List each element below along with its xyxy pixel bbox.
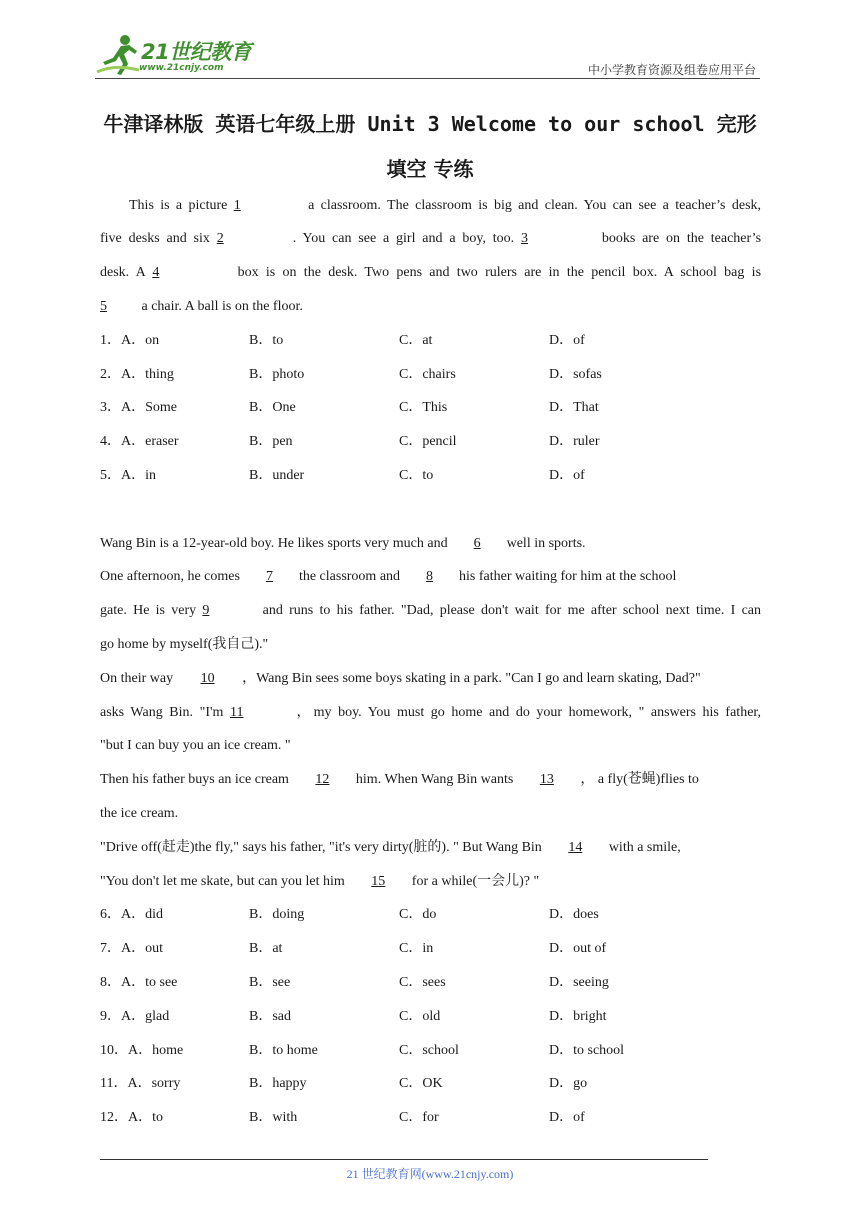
option-c[interactable]: C．This bbox=[399, 400, 448, 415]
text-span: five desks and six bbox=[100, 231, 210, 246]
option-a[interactable]: 4．A．eraser bbox=[100, 434, 179, 449]
passage1-line bbox=[100, 297, 761, 317]
option-d[interactable]: D．ruler bbox=[549, 434, 600, 449]
option-b[interactable]: B．doing bbox=[249, 907, 305, 922]
text-span: and runs to his father. "Dad, please don't wait for me after school next time. I can bbox=[262, 603, 762, 618]
option-d[interactable]: D．sofas bbox=[549, 367, 602, 382]
text-span: desk. A bbox=[100, 265, 146, 280]
text-span: ， a fly(苍蝇)flies to bbox=[580, 772, 699, 787]
text-span: for a while(一会儿)? " bbox=[411, 874, 540, 889]
passage1-line bbox=[100, 263, 761, 283]
option-d[interactable]: D．to school bbox=[549, 1043, 625, 1058]
text-span: "Drive off(赶走)the fly," says his father, "it's very dirty(脏的). " But Wang Bin bbox=[100, 840, 542, 855]
option-a[interactable]: 1．A．on bbox=[100, 333, 160, 348]
question-11-options bbox=[100, 1074, 760, 1094]
option-a[interactable]: 12．A．to bbox=[100, 1110, 163, 1125]
option-d[interactable]: D．out of bbox=[549, 941, 607, 956]
header-divider bbox=[95, 78, 760, 79]
passage2-line bbox=[100, 838, 761, 858]
option-a[interactable]: 11．A．sorry bbox=[100, 1076, 181, 1091]
option-b[interactable]: B．sad bbox=[249, 1009, 291, 1024]
passage2-line: the ice cream. bbox=[100, 806, 179, 821]
blank-3: 3 bbox=[521, 231, 528, 246]
option-d[interactable]: D．does bbox=[549, 907, 599, 922]
logo-url: www.21cnjy.com bbox=[139, 63, 224, 73]
passage2-line bbox=[100, 770, 761, 790]
blank-8: 8 bbox=[426, 569, 434, 584]
option-c[interactable]: C．OK bbox=[399, 1076, 443, 1091]
text-span: This is a picture bbox=[129, 198, 228, 213]
text-span: box is on the desk. Two pens and two rulers are in the pencil box. A school bag is bbox=[237, 265, 762, 280]
runner-icon bbox=[95, 32, 143, 78]
doc-title-line1: 牛津译林版 英语七年级上册 Unit 3 Welcome to our school 完形 bbox=[103, 112, 757, 136]
text-span: One afternoon, he comes bbox=[100, 569, 240, 584]
option-c[interactable]: C．old bbox=[399, 1009, 441, 1024]
option-a[interactable]: 9．A．glad bbox=[100, 1009, 170, 1024]
text-span: books are on the teacher’s bbox=[601, 231, 762, 246]
blank-14: 14 bbox=[568, 840, 583, 855]
blank-7: 7 bbox=[265, 569, 273, 584]
platform-label: 中小学教育资源及组卷应用平台 bbox=[587, 63, 756, 77]
option-d[interactable]: D．of bbox=[549, 468, 585, 483]
doc-title-line2: 填空 专练 bbox=[386, 157, 474, 181]
text-span: ，my boy. You must go home and do your homework, " answers his father, bbox=[296, 705, 762, 720]
question-10-options bbox=[100, 1041, 760, 1061]
text-span: his father waiting for him at the school bbox=[459, 569, 677, 584]
option-a[interactable]: 3．A．Some bbox=[100, 400, 177, 415]
option-a[interactable]: 6．A．did bbox=[100, 907, 163, 922]
passage2-line bbox=[100, 567, 761, 587]
text-span: On their way bbox=[100, 671, 174, 686]
option-b[interactable]: B．to home bbox=[249, 1043, 318, 1058]
text-span: with a smile, bbox=[608, 840, 681, 855]
text-span: . You can see a girl and a boy, too. bbox=[292, 231, 515, 246]
option-b[interactable]: B．to bbox=[249, 333, 284, 348]
question-12-options bbox=[100, 1108, 760, 1128]
option-d[interactable]: D．seeing bbox=[549, 975, 609, 990]
logo-text: 21世纪教育 bbox=[141, 40, 252, 64]
footer-link[interactable]: 21 世纪教育网(www.21cnjy.com) bbox=[346, 1167, 514, 1181]
option-b[interactable]: B．pen bbox=[249, 434, 293, 449]
option-a[interactable]: 7．A．out bbox=[100, 941, 163, 956]
option-c[interactable]: C．sees bbox=[399, 975, 446, 990]
text-span: Wang Bin is a 12-year-old boy. He likes sports very much and bbox=[100, 536, 448, 551]
option-d[interactable]: D．of bbox=[549, 333, 585, 348]
option-c[interactable]: C．pencil bbox=[399, 434, 457, 449]
question-3-options bbox=[100, 398, 760, 418]
text-span: ，Wang Bin sees some boys skating in a park. "Can I go and learn skating, Dad?" bbox=[242, 671, 701, 686]
option-c[interactable]: C．do bbox=[399, 907, 437, 922]
option-d[interactable]: D．bright bbox=[549, 1009, 607, 1024]
option-d[interactable]: D．of bbox=[549, 1110, 585, 1125]
option-b[interactable]: B．photo bbox=[249, 367, 305, 382]
blank-11: 11 bbox=[229, 705, 244, 720]
option-a[interactable]: 10．A．home bbox=[100, 1043, 184, 1058]
passage2-line bbox=[100, 601, 761, 621]
option-b[interactable]: B．with bbox=[249, 1110, 298, 1125]
question-6-options bbox=[100, 905, 760, 925]
question-8-options bbox=[100, 973, 760, 993]
blank-13: 13 bbox=[539, 772, 554, 787]
text-span: the classroom and bbox=[298, 569, 401, 584]
blank-10: 10 bbox=[200, 671, 215, 686]
text-span: him. When Wang Bin wants bbox=[355, 772, 514, 787]
text-span: a chair. A ball is on the floor. bbox=[141, 299, 303, 314]
page-header bbox=[95, 30, 760, 80]
blank-15: 15 bbox=[371, 874, 386, 889]
option-c[interactable]: C．at bbox=[399, 333, 433, 348]
passage2-line: go home by myself(我自己)." bbox=[100, 637, 269, 652]
question-2-options bbox=[100, 365, 760, 385]
blank-1: 1 bbox=[233, 198, 241, 213]
question-5-options bbox=[100, 466, 760, 486]
question-1-options bbox=[100, 331, 760, 351]
option-b[interactable]: B．see bbox=[249, 975, 291, 990]
text-span: a classroom. The classroom is big and clean. You can see a teacher’s desk, bbox=[308, 198, 762, 213]
option-b[interactable]: B．happy bbox=[249, 1076, 307, 1091]
text-span: asks Wang Bin. "I'm bbox=[100, 705, 224, 720]
option-b[interactable]: B．at bbox=[249, 941, 283, 956]
option-c[interactable]: C．for bbox=[399, 1110, 439, 1125]
footer-divider bbox=[100, 1159, 708, 1160]
option-a[interactable]: 8．A．to see bbox=[100, 975, 178, 990]
passage2-line bbox=[100, 669, 761, 689]
text-span: well in sports. bbox=[506, 536, 586, 551]
passage2-line: "but I can buy you an ice cream. " bbox=[100, 738, 291, 753]
blank-5: 5 bbox=[100, 299, 107, 314]
question-9-options bbox=[100, 1007, 760, 1027]
option-b[interactable]: B．One bbox=[249, 400, 296, 415]
passage2-line bbox=[100, 872, 761, 892]
option-c[interactable]: C．chairs bbox=[399, 367, 456, 382]
site-logo[interactable] bbox=[95, 32, 265, 78]
option-a[interactable]: 2．A．thing bbox=[100, 367, 174, 382]
option-a[interactable]: 5．A．in bbox=[100, 468, 156, 483]
text-span: gate. He is very bbox=[100, 603, 197, 618]
blank-2: 2 bbox=[216, 231, 224, 246]
option-c[interactable]: C．in bbox=[399, 941, 434, 956]
option-b[interactable]: B．under bbox=[249, 468, 305, 483]
blank-4: 4 bbox=[152, 265, 160, 280]
blank-6: 6 bbox=[473, 536, 481, 551]
text-span: "You don't let me skate, but can you let him bbox=[100, 874, 345, 889]
option-d[interactable]: D．go bbox=[549, 1076, 588, 1091]
option-c[interactable]: C．school bbox=[399, 1043, 459, 1058]
passage2-line bbox=[100, 703, 761, 723]
option-d[interactable]: D．That bbox=[549, 400, 599, 415]
passage2-line bbox=[100, 534, 761, 554]
passage1-line bbox=[100, 229, 761, 249]
question-7-options bbox=[100, 939, 760, 959]
question-4-options bbox=[100, 432, 760, 452]
text-span: Then his father buys an ice cream bbox=[100, 772, 289, 787]
passage1-line bbox=[100, 196, 761, 216]
blank-12: 12 bbox=[315, 772, 330, 787]
option-c[interactable]: C．to bbox=[399, 468, 434, 483]
blank-9: 9 bbox=[202, 603, 210, 618]
